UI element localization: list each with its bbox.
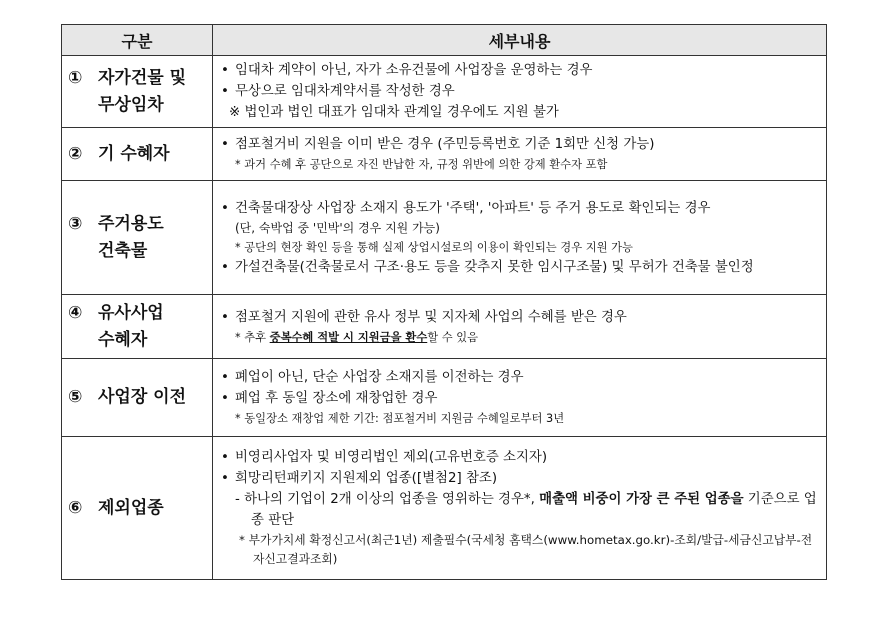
category-label: 주거용도 [98, 213, 164, 234]
detail-footnote: * 공단의 현장 확인 등을 통해 실제 상업시설로의 이용이 확인되는 경우 지원 가능 [235, 240, 633, 254]
detail-bullet: 폐업이 아닌, 단순 사업장 소재지를 이전하는 경우 [235, 370, 524, 385]
detail-bullet: 가설건축물(건축물로서 구조·용도 등을 갖추지 못한 임시구조물) 및 무허가 건축물 불인정 [235, 259, 754, 275]
table-row [62, 437, 827, 580]
detail-footnote: * 동일장소 재창업 제한 기간: 점포철거비 지원금 수혜일로부터 3년 [235, 412, 565, 425]
subitem-text: 기준으로 업종 판단 [251, 492, 817, 528]
category-label: 자가건물 및 [98, 67, 187, 88]
subitem-text: - 하나의 기업이 2개 이상의 업종을 영위하는 경우*, [235, 492, 540, 507]
detail-bullet: 폐업 후 동일 장소에 재창업한 경우 [235, 391, 438, 406]
category-cell [62, 181, 213, 295]
detail-bullet: 건축물대장상 사업장 소재지 용도가 '주택', '아파트' 등 주거 용도로 확인되는 경우 [235, 200, 711, 216]
details-cell [213, 437, 827, 580]
row-number: ④ [68, 302, 83, 323]
detail-subitem [221, 489, 820, 531]
details-cell [213, 295, 827, 359]
category-cell [62, 437, 213, 580]
eligibility-exclusion-table [61, 24, 827, 580]
details-cell [213, 359, 827, 437]
details-cell [213, 181, 827, 295]
detail-bullet: 무상으로 임대차계약서를 작성한 경우 [235, 84, 455, 99]
row-number: ⑤ [68, 387, 83, 407]
category-label: 유사사업 [98, 302, 164, 323]
detail-exception: (단, 숙박업 중 '민박'의 경우 지원 가능) [235, 220, 440, 235]
category-label-line2: 건축물 [98, 240, 148, 261]
table-row [62, 56, 827, 128]
category-label: 사업장 이전 [98, 387, 187, 407]
row-number: ① [68, 67, 83, 88]
header-category: 구분 [62, 25, 213, 56]
row-number: ② [68, 143, 83, 164]
table-header-row [62, 25, 827, 56]
detail-bullet: 임대차 계약이 아닌, 자가 소유건물에 사업장을 운영하는 경우 [235, 63, 593, 78]
category-cell [62, 56, 213, 128]
table-row [62, 181, 827, 295]
category-label-line2: 수혜자 [98, 329, 148, 350]
category-cell [62, 128, 213, 181]
footnote-text: * 추후 [235, 330, 270, 344]
category-label-line2: 무상임차 [98, 94, 164, 115]
row-number: ③ [68, 213, 83, 234]
category-cell [62, 295, 213, 359]
footnote-text: 할 수 있음 [427, 330, 479, 344]
detail-bullet: 점포철거비 지원을 이미 받은 경우 (주민등록번호 기준 1회만 신청 가능) [235, 137, 655, 152]
detail-footnote [221, 328, 820, 347]
category-label: 제외업종 [98, 497, 164, 518]
table-row [62, 128, 827, 181]
row-number: ⑥ [68, 497, 83, 518]
detail-footnote: * 부가가치세 확정신고서(최근1년) 제출필수(국세청 홈택스(www.hometax.go.kr)-조회/발급-세금신고납부-전자신고결과조회) [239, 533, 813, 566]
header-details: 세부내용 [213, 25, 827, 56]
detail-bullet: 비영리사업자 및 비영리법인 제외(고유번호증 소지자) [235, 450, 548, 465]
detail-bullet: 점포철거 지원에 관한 유사 정부 및 지자체 사업의 수혜를 받은 경우 [235, 309, 627, 325]
detail-note: ※ 법인과 법인 대표가 임대차 관계일 경우에도 지원 불가 [229, 105, 559, 120]
details-cell [213, 128, 827, 181]
details-cell [213, 56, 827, 128]
category-label: 기 수혜자 [98, 143, 170, 164]
subitem-emphasis: 매출액 비중이 가장 큰 주된 업종을 [539, 492, 744, 507]
table-row [62, 295, 827, 359]
detail-footnote: * 과거 수혜 후 공단으로 자진 반납한 자, 규정 위반에 의한 강제 환수자 포함 [235, 158, 608, 171]
footnote-emphasis: 중복수혜 적발 시 지원금을 환수 [269, 330, 428, 344]
detail-bullet: 희망리턴패키지 지원제외 업종([별첨2] 참조) [235, 471, 498, 486]
table-row [62, 359, 827, 437]
category-cell [62, 359, 213, 437]
